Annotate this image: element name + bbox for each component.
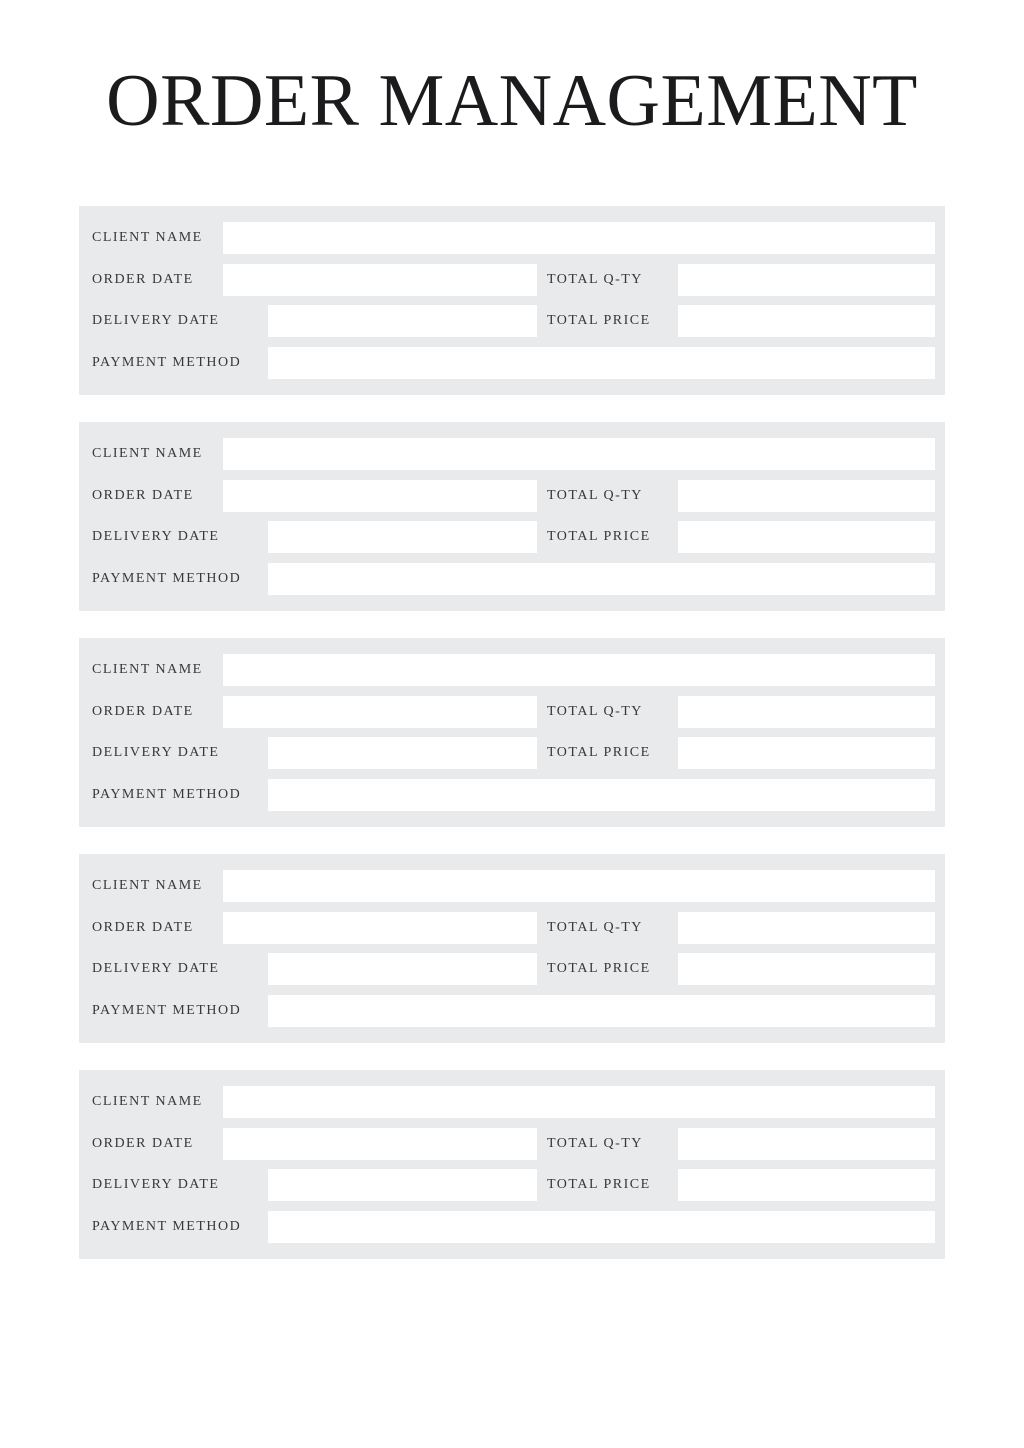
client-name-input[interactable] [223,222,935,254]
total-price-label: TOTAL PRICE [547,961,651,977]
order-date-label: ORDER DATE [92,487,194,503]
page-title: ORDER MANAGEMENT [106,60,918,142]
order-date-input[interactable] [223,480,537,512]
delivery-date-row [92,521,935,553]
client-name-label: CLIENT NAME [92,230,203,245]
delivery-date-row [92,737,935,769]
total-price-label: TOTAL PRICE [547,1177,651,1193]
delivery-date-label: DELIVERY DATE [92,1177,220,1193]
delivery-date-input[interactable] [268,953,537,985]
delivery-date-input[interactable] [268,521,537,553]
payment-method-row [92,779,935,811]
order-date-input[interactable] [223,696,537,728]
total-price-label: TOTAL PRICE [547,745,651,761]
total-qty-label: TOTAL Q-TY [547,919,643,935]
client-name-label: CLIENT NAME [92,662,203,677]
order-date-input[interactable] [223,264,537,296]
total-price-label: TOTAL PRICE [547,529,651,545]
client-name-row [92,654,935,686]
total-qty-label: TOTAL Q-TY [547,487,643,503]
order-block-1 [79,206,945,395]
order-block-5 [79,1070,945,1259]
order-date-row [92,480,935,512]
delivery-date-input[interactable] [268,1169,537,1201]
delivery-date-label: DELIVERY DATE [92,313,220,329]
client-name-row [92,438,935,470]
delivery-date-row [92,953,935,985]
payment-method-input[interactable] [268,779,935,811]
payment-method-input[interactable] [268,563,935,595]
payment-method-input[interactable] [268,1211,935,1243]
client-name-row [92,1086,935,1118]
payment-method-label: PAYMENT METHOD [92,354,242,370]
delivery-date-label: DELIVERY DATE [92,961,220,977]
total-price-input[interactable] [678,953,935,985]
client-name-input[interactable] [223,870,935,902]
order-date-label: ORDER DATE [92,703,194,719]
delivery-date-row [92,305,935,337]
payment-method-label: PAYMENT METHOD [92,570,242,586]
client-name-label: CLIENT NAME [92,878,203,893]
total-qty-input[interactable] [678,1128,935,1160]
delivery-date-row [92,1169,935,1201]
total-qty-input[interactable] [678,264,935,296]
delivery-date-input[interactable] [268,737,537,769]
total-qty-label: TOTAL Q-TY [547,1135,643,1151]
client-name-label: CLIENT NAME [92,1094,203,1109]
order-date-input[interactable] [223,1128,537,1160]
client-name-row [92,870,935,902]
total-price-input[interactable] [678,521,935,553]
order-block-4 [79,854,945,1043]
order-date-input[interactable] [223,912,537,944]
order-block-3 [79,638,945,827]
order-block-2 [79,422,945,611]
payment-method-label: PAYMENT METHOD [92,1218,242,1234]
order-date-label: ORDER DATE [92,919,194,935]
total-qty-input[interactable] [678,912,935,944]
total-price-input[interactable] [678,737,935,769]
payment-method-row [92,563,935,595]
payment-method-row [92,1211,935,1243]
client-name-input[interactable] [223,654,935,686]
order-date-label: ORDER DATE [92,1135,194,1151]
payment-method-label: PAYMENT METHOD [92,786,242,802]
order-date-row [92,696,935,728]
total-qty-input[interactable] [678,480,935,512]
total-qty-label: TOTAL Q-TY [547,703,643,719]
order-date-label: ORDER DATE [92,271,194,287]
total-price-label: TOTAL PRICE [547,313,651,329]
total-price-input[interactable] [678,1169,935,1201]
delivery-date-input[interactable] [268,305,537,337]
delivery-date-label: DELIVERY DATE [92,745,220,761]
order-date-row [92,264,935,296]
total-price-input[interactable] [678,305,935,337]
payment-method-input[interactable] [268,995,935,1027]
payment-method-row [92,995,935,1027]
payment-method-input[interactable] [268,347,935,379]
delivery-date-label: DELIVERY DATE [92,529,220,545]
client-name-row [92,222,935,254]
payment-method-row [92,347,935,379]
order-date-row [92,912,935,944]
client-name-input[interactable] [223,438,935,470]
order-date-row [92,1128,935,1160]
order-blocks [79,206,945,1259]
total-qty-input[interactable] [678,696,935,728]
client-name-input[interactable] [223,1086,935,1118]
total-qty-label: TOTAL Q-TY [547,271,643,287]
payment-method-label: PAYMENT METHOD [92,1002,242,1018]
client-name-label: CLIENT NAME [92,446,203,461]
